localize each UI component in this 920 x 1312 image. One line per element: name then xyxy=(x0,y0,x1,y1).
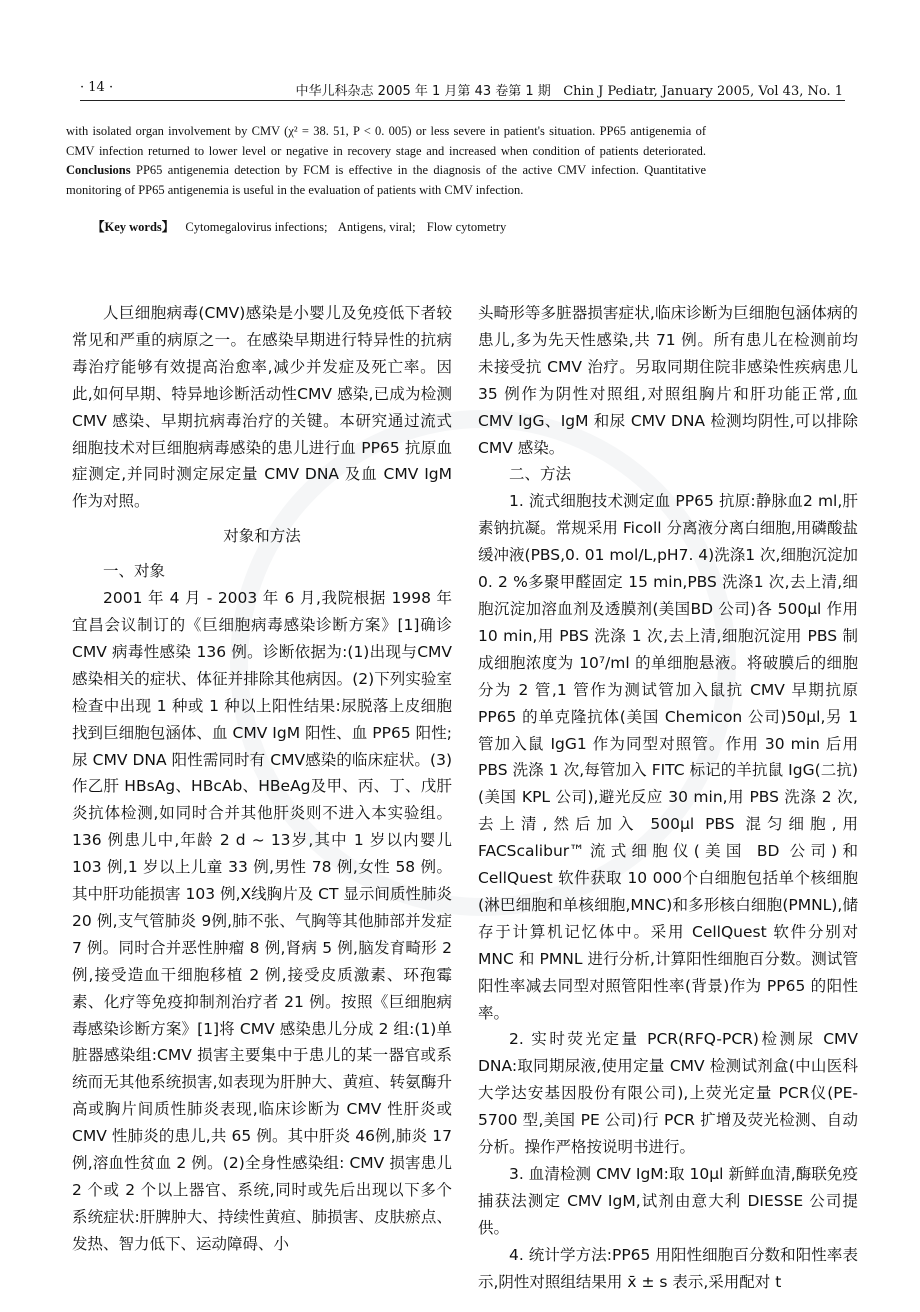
body-column-left xyxy=(72,300,452,1258)
subsection-heading-methods: 二、方法 xyxy=(509,465,572,484)
keyword-term: Cytomegalovirus infections; xyxy=(185,220,328,234)
journal-citation-en: Chin J Pediatr, January 2005, Vol 43, No. 1 xyxy=(563,84,843,99)
keywords-label: 【Key words】 xyxy=(92,220,175,234)
abstract-conclusions-text: PP65 antigenemia detection by FCM is effective in the diagnosis of the active CMV infection. Quantitative monitoring of PP65 antigenemia is useful in the evaluation of patients with CMV infection. xyxy=(66,163,707,197)
keyword-term: Flow cytometry xyxy=(426,220,507,234)
keywords-line xyxy=(92,217,514,235)
page-number: · 14 · xyxy=(80,80,114,95)
abstract-tail xyxy=(66,122,706,200)
journal-citation xyxy=(296,80,843,99)
journal-citation-cn: 中华儿科杂志 2005 年 1 月第 43 卷第 1 期 xyxy=(295,84,551,99)
running-header xyxy=(80,78,845,101)
intro-paragraph: 人巨细胞病毒(CMV)感染是小婴儿及免疫低下者较常见和严重的病原之一。在感染早期进行特异性的抗病毒治疗能够有效提高治愈率,减少并发症及死亡率。因此,如何早期、特异地诊断活动性CMV 感染,已成为检测 CMV 感染、早期抗病毒治疗的关键。本研究通过流式细胞技术对巨细胞病毒感染的患儿进行血 PP65 抗原血症测定,并同时测定尿定量 CMV DNA 及血 CMV IgM 作为对照。 xyxy=(72,304,452,511)
method-paragraph-pcr: 2. 实时荧光定量 PCR(RFQ-PCR)检测尿 CMV DNA:取同期尿液,使用定量 CMV 检测试剂盒(中山医科大学达安基因股份有限公司),上荧光定量 PCR仪(PE-5700 型,美国 PE 公司)行 PCR 扩增及荧光检测、自动分析。操作严格按说明书进行。 xyxy=(478,1030,858,1157)
method-paragraph-statistics: 4. 统计学方法:PP65 用阳性细胞百分数和阳性率表示,阴性对照组结果用 x̄ ± s 表示,采用配对 t xyxy=(478,1245,858,1291)
subsection-heading-subjects: 一、对象 xyxy=(103,562,166,581)
body-column-right xyxy=(478,300,858,1296)
keyword-term: Antigens, viral; xyxy=(337,220,416,234)
section-heading-methods: 对象和方法 xyxy=(223,527,301,546)
subjects-paragraph: 2001 年 4 月 - 2003 年 6 月,我院根据 1998 年宜昌会议制订的《巨细胞病毒感染诊断方案》[1]确诊CMV 病毒性感染 136 例。诊断依据为:(1)出现与CMV 感染相关的症状、体征并排除其他病因。(2)下列实验室检查中出现 1 种或 1 种以上阳性结果:尿脱落上皮细胞找到巨细胞包涵体、血 CMV IgM 阳性、血 PP65 阳性;尿 CMV DNA 阳性需同时有 CMV感染的临床症状。(3)作乙肝 HBsAg、HBcAb、HBeAg及甲、丙、丁、戊肝炎抗体检测,如同时合并其他肝炎则不进入本实验组。136 例患儿中,年龄 2 d ~ 13岁,其中 1 岁以内婴儿 103 例,1 岁以上儿童 33 例,男性 78 例,女性 58 例。其中肝功能损害 103 例,X线胸片及 CT 显示间质性肺炎 20 例,支气管肺炎 9例,肺不张、气胸等其他肺部并发症 7 例。同时合并恶性肿瘤 8 例,肾病 5 例,脑发育畸形 2 例,接受造血干细胞移植 2 例,接受皮质激素、环孢霉素、化疗等免疫抑制剂治疗者 21 例。按照《巨细胞病毒感染诊断方案》[1]将 CMV 感染患儿分成 2 组:(1)单脏器感染组:CMV 损害主要集中于患儿的某一器官或系统而无其他系统损害,如表现为肝肿大、黄疸、转氨酶升高或胸片间质性肺炎表现,临床诊断为 CMV 性肝炎或 CMV 性肺炎的患儿,共 65 例。其中肝炎 46例,肺炎 17 例,溶血性贫血 2 例。(2)全身性感染组: CMV 损害患儿 2 个或 2 个以上器官、系统,同时或先后出现以下多个系统症状:肝脾肿大、持续性黄疸、肺损害、皮肤瘀点、发热、智力低下、运动障碍、小 xyxy=(72,589,452,1253)
method-paragraph-fcm: 1. 流式细胞技术测定血 PP65 抗原:静脉血2 ml,肝素钠抗凝。常规采用 Ficoll 分离液分离白细胞,用磷酸盐缓冲液(PBS,0. 01 mol/L,pH7. 4)洗涤1 次,细胞沉淀加 0. 2 %多聚甲醛固定 15 min,PBS 洗涤1 次,去上清,细胞沉淀加溶血剂及透膜剂(美国BD 公司)各 500μl 作用 10 min,用 PBS 洗涤 1 次,去上清,细胞沉淀用 PBS 制成细胞浓度为 10⁷/ml 的单细胞悬液。将破膜后的细胞分为 2 管,1 管作为测试管加入鼠抗 CMV 早期抗原 PP65 的单克隆抗体(美国 Chemicon 公司)50μl,另 1 管加入鼠 IgG1 作为同型对照管。作用 30 min 后用 PBS 洗涤 1 次,每管加入 FITC 标记的羊抗鼠 IgG(二抗)(美国 KPL 公司),避光反应 30 min,用 PBS 洗涤 2 次,去上清,然后加入 500μl PBS 混匀细胞,用 FACScalibur™流式细胞仪(美国 BD 公司)和 CellQuest 软件获取 10 000个白细胞包括单个核细胞(淋巴细胞和单核细胞,MNC)和多形核白细胞(PMNL),储存于计算机记忆体中。采用 CellQuest 软件分别对 MNC 和 PMNL 进行分析,计算阳性细胞百分数。测试管阳性率减去同型对照管阳性率(背景)作为 PP65 的阳性率。 xyxy=(478,492,858,1022)
abstract-results-text: with isolated organ involvement by CMV (χ² = 38. 51, P < 0. 005) or less severe in patient's situation. PP65 antigenemia of CMV infection returned to lower level or negative in recovery stage and increased when condition of patients deteriorated. xyxy=(66,124,706,158)
method-paragraph-igm: 3. 血清检测 CMV IgM:取 10μl 新鲜血清,酶联免疫捕获法测定 CMV IgM,试剂由意大利 DIESSE 公司提供。 xyxy=(478,1165,858,1237)
abstract-conclusions-label: Conclusions xyxy=(66,163,131,177)
subjects-paragraph-continued: 头畸形等多脏器损害症状,临床诊断为巨细胞包涵体病的患儿,多为先天性感染,共 71 例。所有患儿在检测前均未接受抗 CMV 治疗。另取同期住院非感染性疾病患儿 35 例作为阴性对照组,对照组胸片和肝功能正常,血 CMV IgG、IgM 和尿 CMV DNA 检测均阴性,可以排除 CMV 感染。 xyxy=(478,304,858,457)
